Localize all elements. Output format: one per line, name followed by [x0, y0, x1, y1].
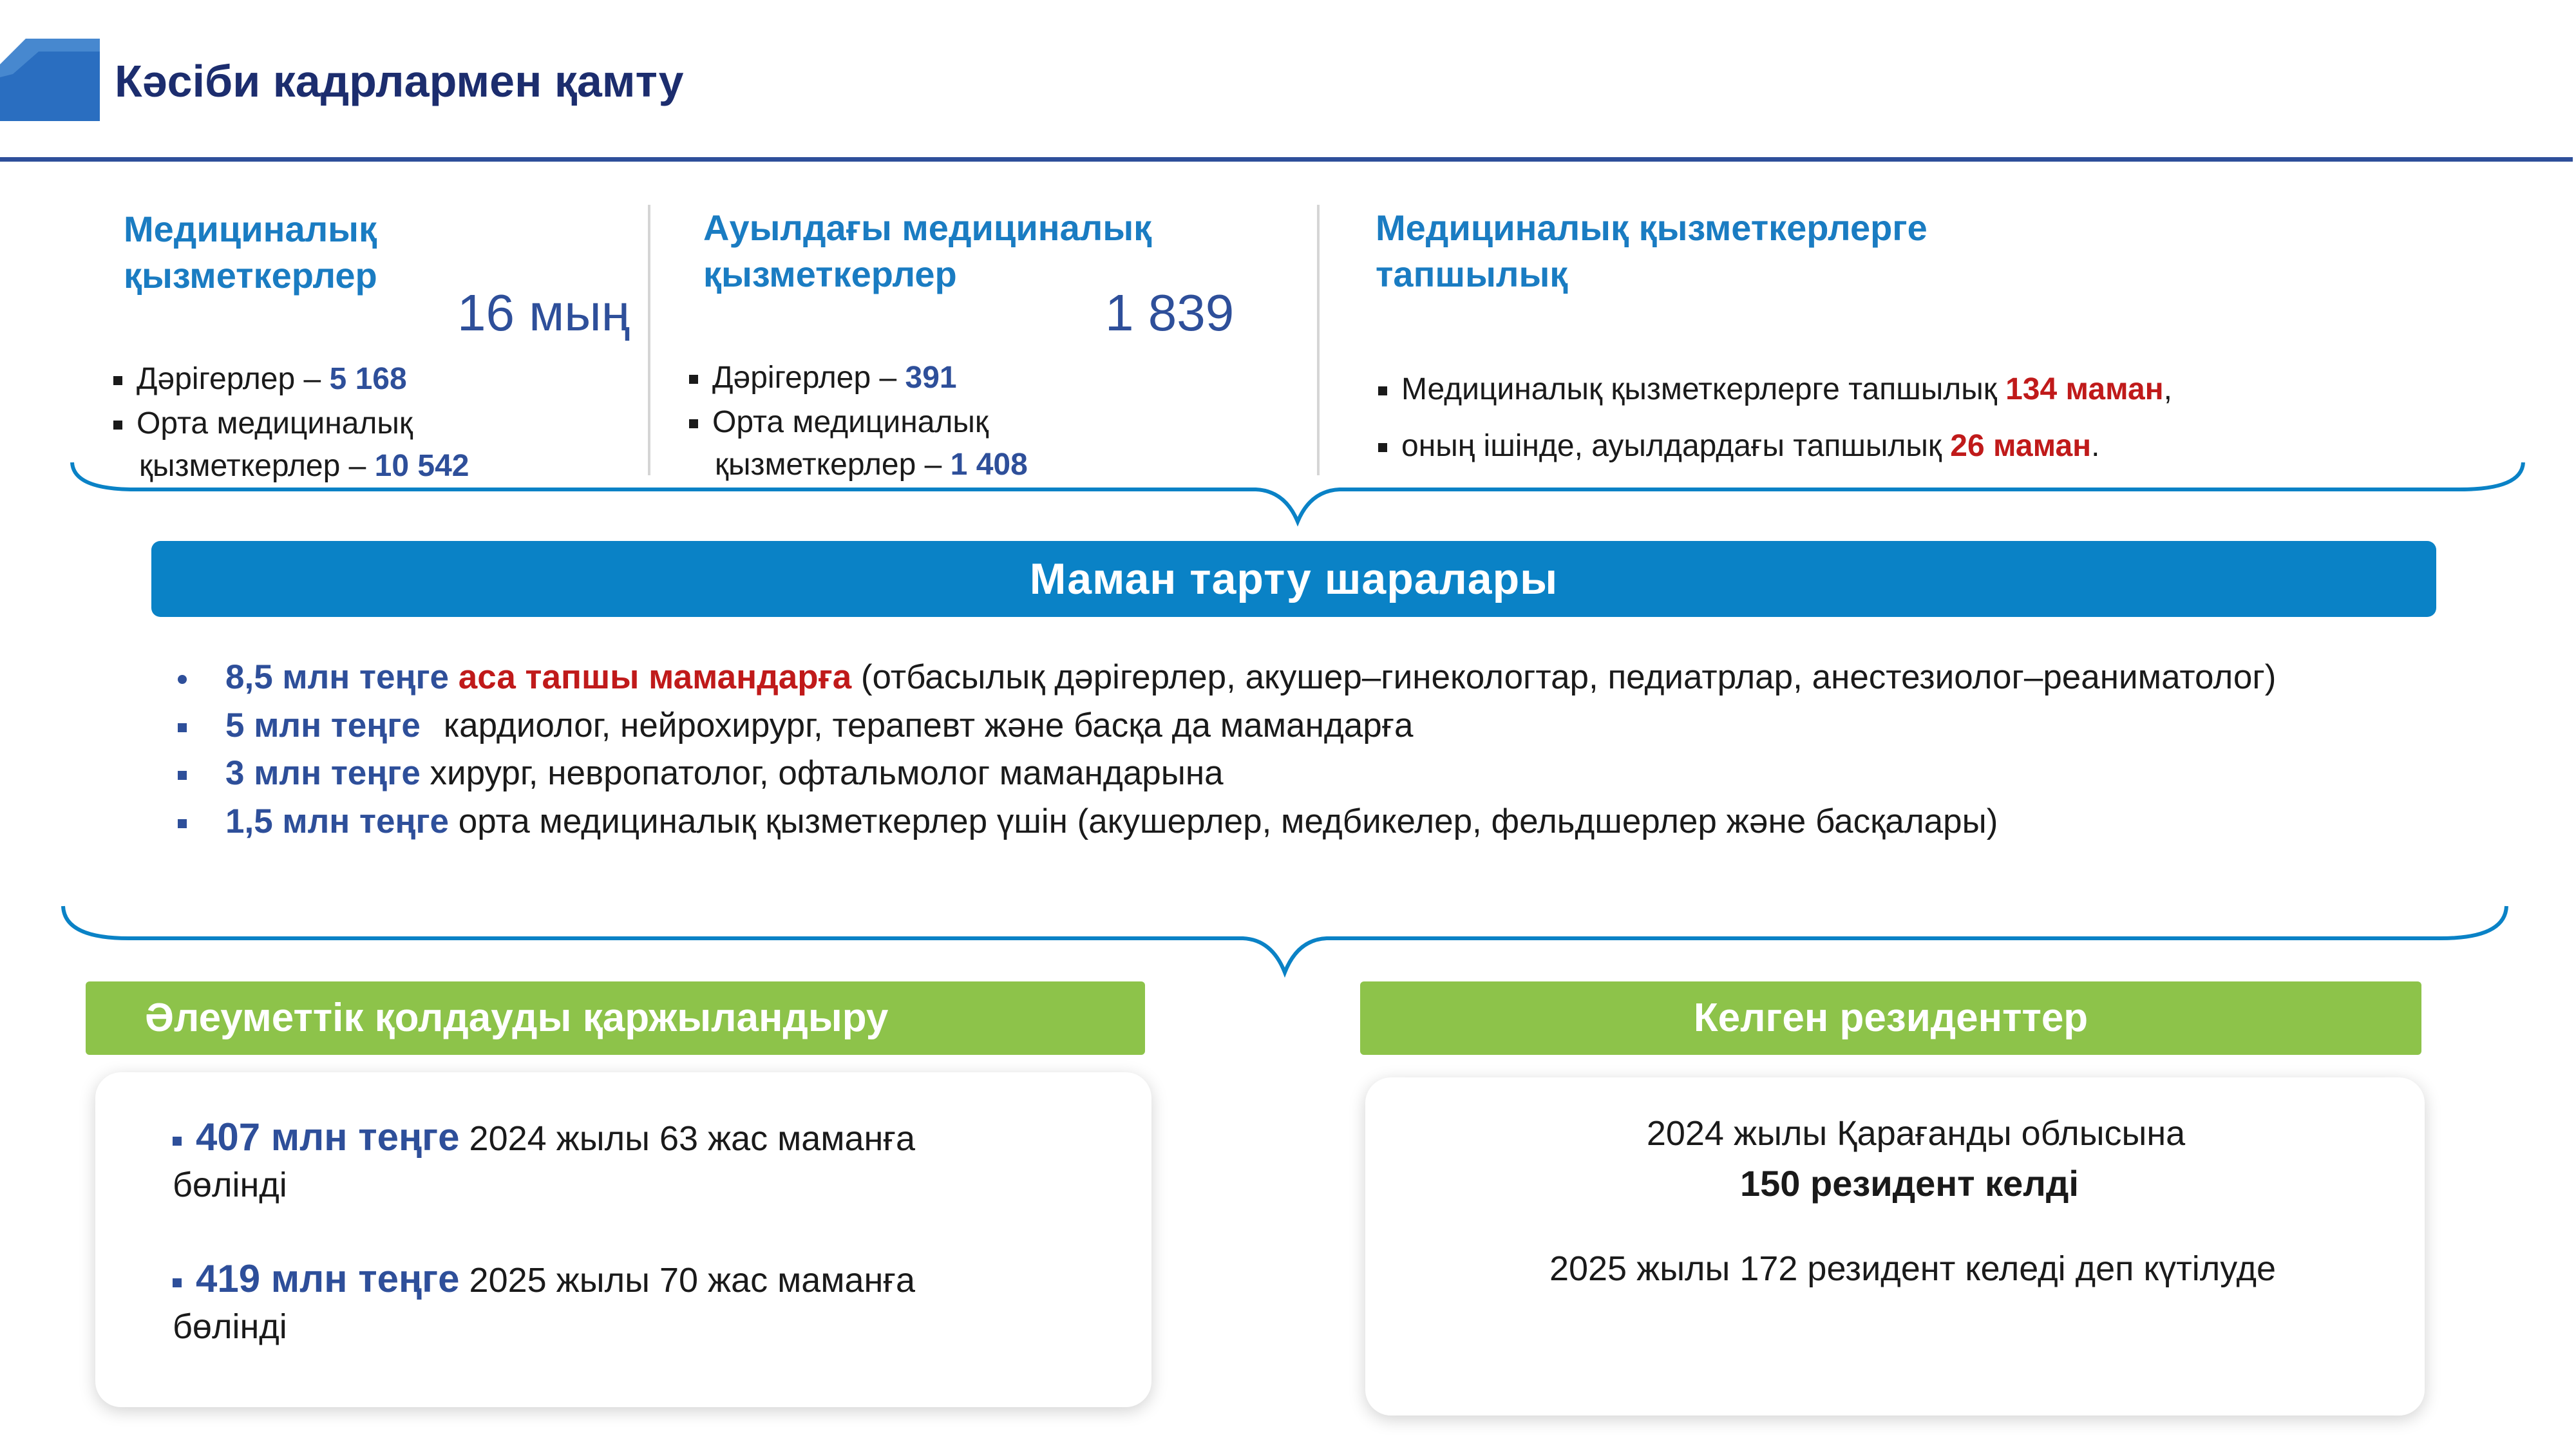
page-title: Кәсіби кадрлармен қамту [115, 56, 684, 106]
title-tab-shape [0, 39, 100, 121]
residents-2024-line: 2024 жылы Қарағанды облысына [1646, 1114, 2186, 1153]
col2-item-nurses: Орта медициналық қызметкерлер – 1 408 [689, 401, 1028, 486]
measure-item: 8,5 млн теңге аса тапшы мамандарға (отбасылық дәрігерлер, акушер–гинекологтар, педиатрлар, анестезиолог–реаниматолог) [178, 653, 2276, 701]
measure-item: 3 млн теңге хирург, невропатолог, офтальмолог мамандарына [178, 749, 1224, 797]
column-divider [1317, 205, 1320, 475]
col1-total: 16 мың [457, 284, 630, 341]
measure-item: 5 млн теңге кардиолог, нейрохирург, терапевт және басқа да мамандарға [178, 701, 1414, 750]
col3-heading: Медициналық қызметкерлерге тапшылық [1376, 207, 1927, 294]
col1-heading: Медициналық қызметкерлер [124, 209, 377, 296]
funding-item-2024: 407 млн теңге 2024 жылы 63 жас маманға бөлінді [173, 1115, 916, 1204]
col2-item-doctors: Дәрігерлер – 391 [689, 357, 957, 399]
top-brace [64, 451, 2531, 535]
residents-2024-count: 150 резидент келді [1740, 1163, 2079, 1204]
social-support-header: Әлеуметтік қолдауды қаржыландыру [86, 981, 1145, 1055]
col2-heading: Ауылдағы медициналық қызметкерлер [703, 207, 1152, 294]
col1-item-doctors: Дәрігерлер – 5 168 [113, 358, 407, 401]
measure-item: 1,5 млн теңге орта медициналық қызметкерлер үшін (акушерлер, медбикелер, фельдшерлер және басқалары) [178, 797, 1998, 846]
residents-header: Келген резиденттер [1360, 981, 2421, 1055]
measures-banner: Маман тарту шаралары [151, 541, 2436, 617]
funding-item-2025: 419 млн теңге 2025 жылы 70 жас маманға бөлінді [173, 1257, 916, 1346]
column-divider [648, 205, 650, 475]
bottom-brace [58, 898, 2512, 982]
residents-2025-expected: 2025 жылы 172 резидент келеді деп күтілуде [1549, 1249, 2277, 1288]
title-divider [0, 157, 2573, 162]
col2-total: 1 839 [1105, 284, 1235, 341]
col3-item-shortage: Медициналық қызметкерлерге тапшылық 134 маман, [1378, 368, 2172, 411]
col1-item-nurses: Орта медициналық қызметкерлер – 10 542 [113, 402, 469, 488]
col3-item-rural-shortage: оның ішінде, ауылдардағы тапшылық 26 маман. [1378, 425, 2099, 468]
